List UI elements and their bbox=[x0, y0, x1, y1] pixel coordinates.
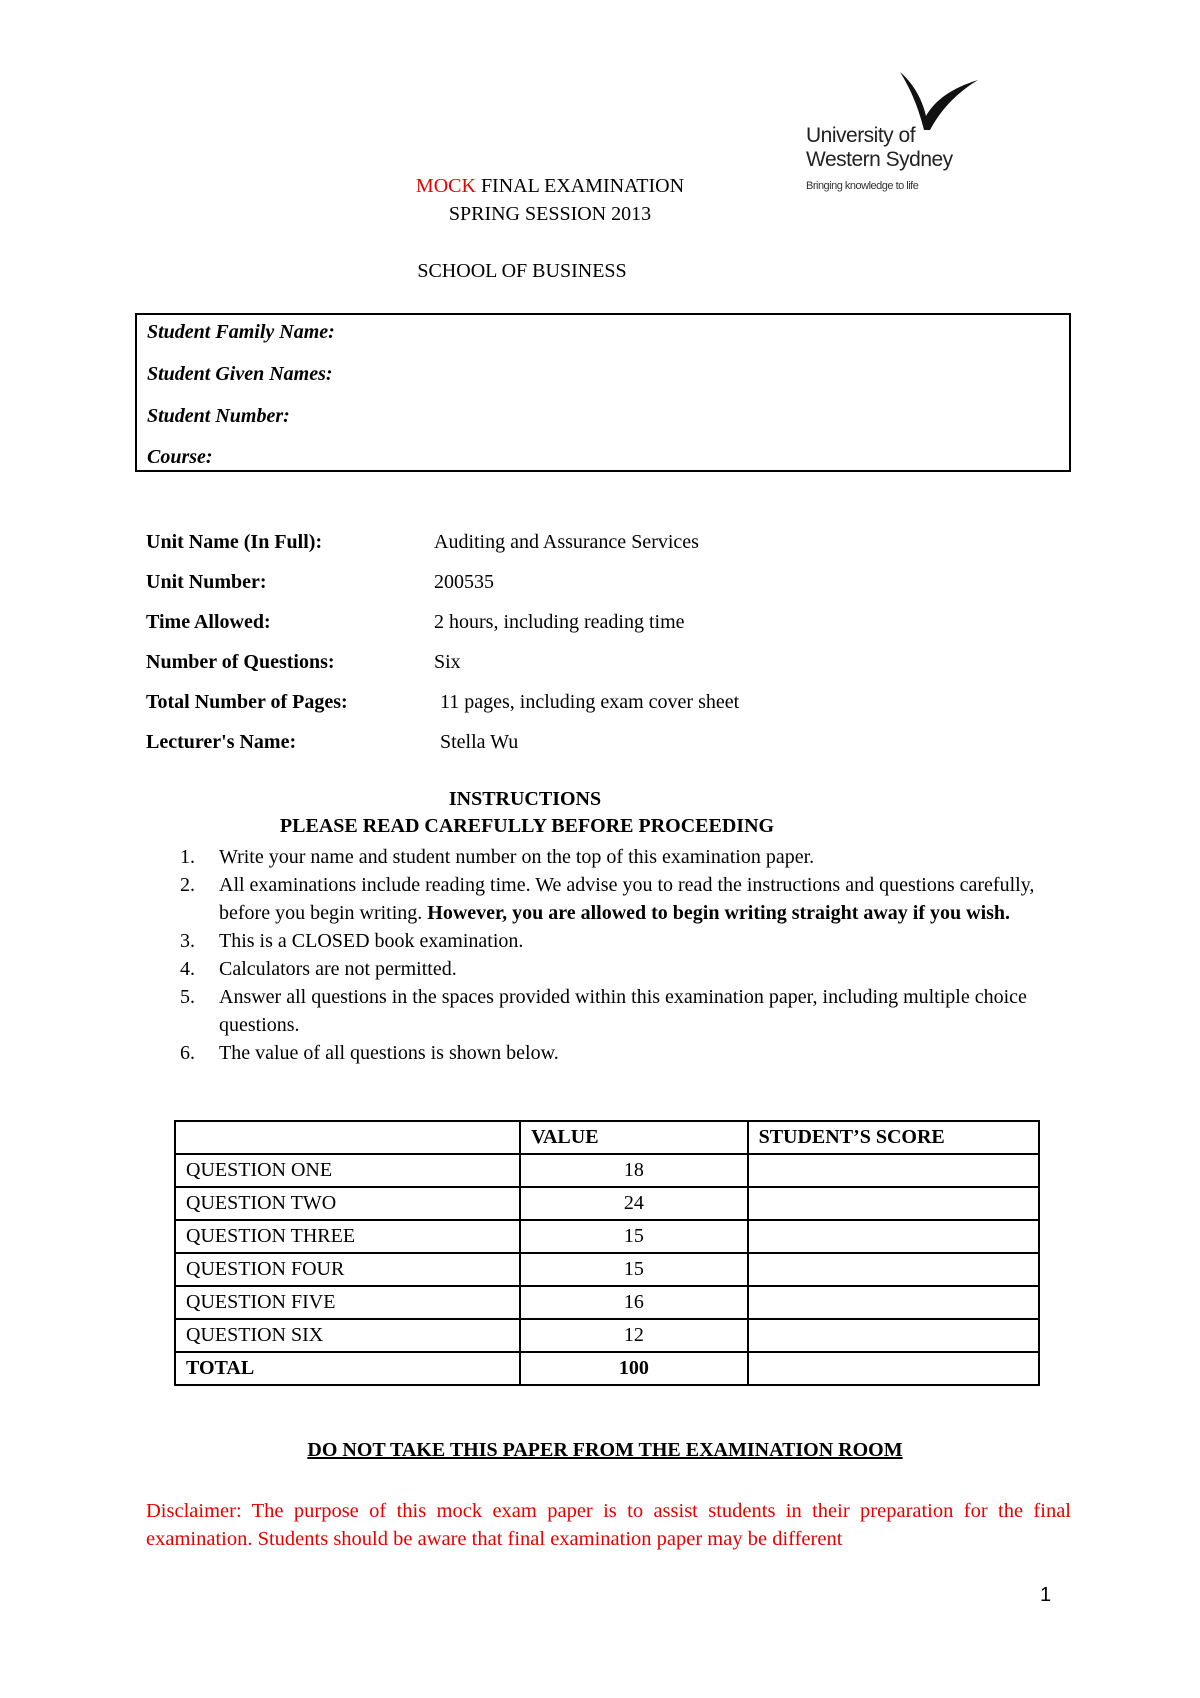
lecturer-name-label: Lecturer's Name: bbox=[146, 731, 297, 753]
value-cell: 15 bbox=[520, 1253, 747, 1286]
course-label: Course: bbox=[147, 446, 213, 468]
list-item-text: Answer all questions in the spaces provided within this examination paper, including multiple choice questions. bbox=[219, 986, 1027, 1036]
value-cell: 18 bbox=[520, 1154, 747, 1187]
disclaimer-text: Disclaimer: The purpose of this mock exam paper is to assist students in their preparation for the final examination. Students should be aware that final examination paper may be different bbox=[146, 1500, 1071, 1550]
score-cell[interactable] bbox=[748, 1154, 1039, 1187]
list-item-number: 2. bbox=[180, 874, 195, 896]
time-allowed-label: Time Allowed: bbox=[146, 611, 271, 633]
logo-line-1: University of bbox=[806, 124, 916, 147]
list-item bbox=[180, 871, 1080, 927]
question-cell: QUESTION THREE bbox=[175, 1220, 520, 1253]
table-header-row bbox=[175, 1121, 1039, 1154]
table-total-row bbox=[175, 1352, 1039, 1385]
time-allowed-value: 2 hours, including reading time bbox=[434, 611, 685, 633]
list-item bbox=[180, 983, 1080, 1039]
table-row bbox=[175, 1319, 1039, 1352]
question-cell: QUESTION ONE bbox=[175, 1154, 520, 1187]
list-item bbox=[180, 927, 1080, 955]
instructions-list bbox=[180, 843, 1080, 1067]
list-item-text: This is a CLOSED book examination. bbox=[219, 930, 524, 952]
table-row bbox=[175, 1253, 1039, 1286]
list-item-text: All examinations include reading time. We advise you to read the instructions and questions carefully, before you begin writing. bbox=[219, 874, 1035, 924]
question-cell: QUESTION FOUR bbox=[175, 1253, 520, 1286]
list-item-text: Write your name and student number on the top of this examination paper. bbox=[219, 846, 815, 868]
score-cell[interactable] bbox=[748, 1286, 1039, 1319]
total-score-cell[interactable] bbox=[748, 1352, 1039, 1385]
total-value-cell: 100 bbox=[520, 1352, 747, 1385]
instructions-subheading: PLEASE READ CAREFULLY BEFORE PROCEEDING bbox=[279, 815, 775, 837]
list-item-number: 4. bbox=[180, 958, 195, 980]
score-table bbox=[174, 1120, 1040, 1386]
unit-number-label: Unit Number: bbox=[146, 571, 267, 593]
school-name: SCHOOL OF BUSINESS bbox=[417, 260, 627, 282]
list-item bbox=[180, 955, 1080, 983]
mock-label: MOCK bbox=[415, 175, 476, 197]
total-pages-label: Total Number of Pages: bbox=[146, 691, 348, 713]
list-item bbox=[180, 1039, 1080, 1067]
total-pages-value: 11 pages, including exam cover sheet bbox=[440, 691, 740, 713]
unit-name-value: Auditing and Assurance Services bbox=[434, 531, 699, 553]
unit-name-label: Unit Name (In Full): bbox=[146, 531, 323, 553]
number-of-questions-label: Number of Questions: bbox=[146, 651, 335, 673]
table-header-blank bbox=[175, 1121, 520, 1154]
exam-session: SPRING SESSION 2013 bbox=[448, 203, 652, 225]
list-item-text: The value of all questions is shown below. bbox=[219, 1042, 559, 1064]
student-family-name-label: Student Family Name: bbox=[147, 321, 335, 343]
score-cell[interactable] bbox=[748, 1253, 1039, 1286]
list-item-bold-text: However, you are allowed to begin writing straight away if you wish. bbox=[427, 902, 1011, 924]
question-cell: QUESTION TWO bbox=[175, 1187, 520, 1220]
list-item-text: Calculators are not permitted. bbox=[219, 958, 457, 980]
student-details-box bbox=[135, 313, 1071, 472]
question-cell: QUESTION SIX bbox=[175, 1319, 520, 1352]
score-cell[interactable] bbox=[748, 1319, 1039, 1352]
logo-line-2: Western Sydney bbox=[806, 148, 953, 171]
logo-tagline: Bringing knowledge to life bbox=[806, 180, 919, 192]
student-number-label: Student Number: bbox=[147, 405, 290, 427]
unit-number-value: 200535 bbox=[434, 571, 494, 593]
exam-title-rest: FINAL EXAMINATION bbox=[475, 175, 685, 197]
instructions-heading: INSTRUCTIONS bbox=[448, 788, 602, 810]
student-given-names-label: Student Given Names: bbox=[147, 363, 333, 385]
question-cell: QUESTION FIVE bbox=[175, 1286, 520, 1319]
score-cell[interactable] bbox=[748, 1187, 1039, 1220]
table-row bbox=[175, 1187, 1039, 1220]
university-logo bbox=[800, 70, 990, 200]
list-item-number: 5. bbox=[180, 986, 195, 1008]
exam-room-warning: DO NOT TAKE THIS PAPER FROM THE EXAMINATION ROOM bbox=[307, 1439, 903, 1461]
score-cell[interactable] bbox=[748, 1220, 1039, 1253]
list-item-number: 1. bbox=[180, 846, 195, 868]
table-row bbox=[175, 1220, 1039, 1253]
table-row bbox=[175, 1286, 1039, 1319]
exam-title bbox=[300, 175, 800, 198]
number-of-questions-value: Six bbox=[434, 651, 461, 673]
total-label-cell: TOTAL bbox=[175, 1352, 520, 1385]
page-number: 1 bbox=[1040, 1584, 1052, 1606]
value-cell: 12 bbox=[520, 1319, 747, 1352]
table-row bbox=[175, 1154, 1039, 1187]
table-header-score: STUDENT’S SCORE bbox=[748, 1121, 1039, 1154]
value-cell: 16 bbox=[520, 1286, 747, 1319]
list-item bbox=[180, 843, 1080, 871]
value-cell: 24 bbox=[520, 1187, 747, 1220]
table-header-value: VALUE bbox=[520, 1121, 747, 1154]
list-item-number: 6. bbox=[180, 1042, 195, 1064]
logo-mark-icon bbox=[800, 70, 990, 130]
lecturer-name-value: Stella Wu bbox=[440, 731, 519, 753]
value-cell: 15 bbox=[520, 1220, 747, 1253]
list-item-number: 3. bbox=[180, 930, 195, 952]
